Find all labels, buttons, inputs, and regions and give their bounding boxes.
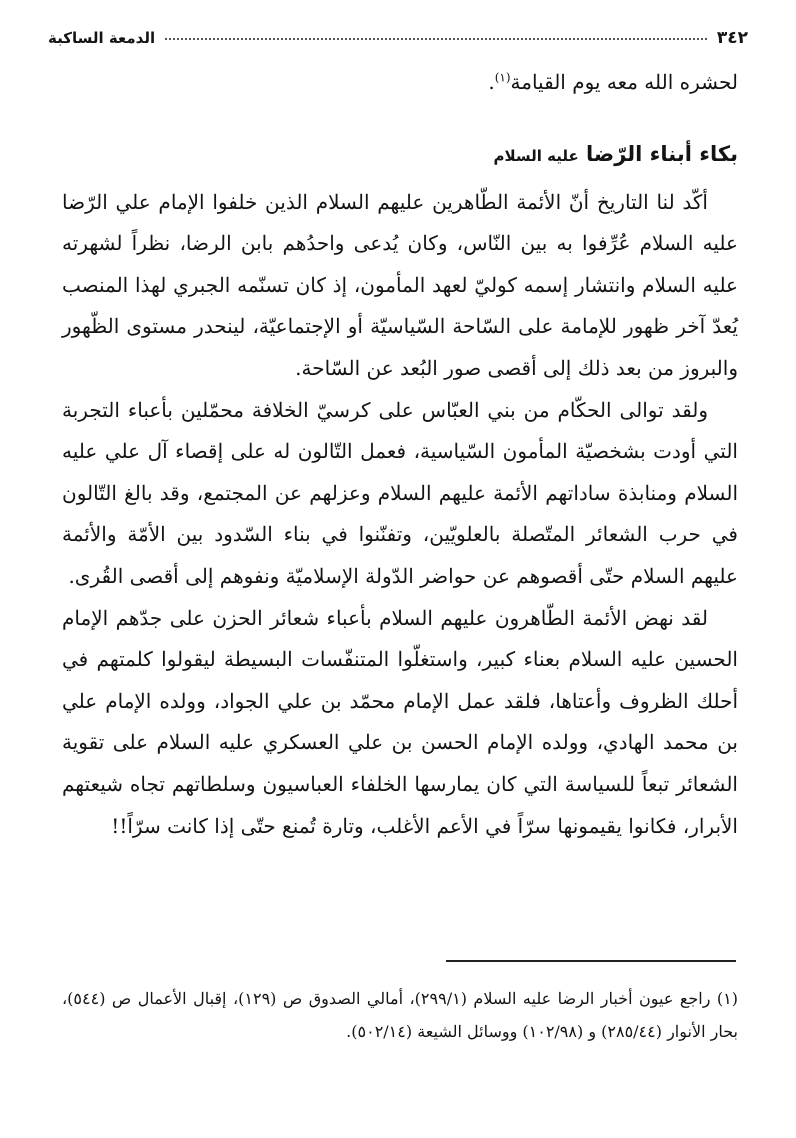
intro-text: لحشره الله معه يوم القيامة [510, 70, 738, 94]
intro-end: . [488, 70, 495, 94]
section-heading-text: بكاء أبناء الرّضا [586, 141, 738, 166]
paragraph-1: أكّد لنا التاريخ أنّ الأئمة الطّاهرين عليهم السلام الذين خلفوا الإمام علي الرّضا عليه السلام عُرِّفوا به بين النّاس، وكان يُدعى واحدُهم بابن الرضا، نظراً لشهرته عليه السلام وانتشار إسمه كوليّ لعهد المأمون، إذ كان تسنّمه الجبري لهذا المنصب يُعدّ آخر ظهور للإمامة على السّاحة السّياسيّة أو الإجتماعيّة، لينحدر مستوى الظّهور والبروز من بعد ذلك إلى أقصى صور البُعد عن السّاحة. [62, 189, 738, 380]
footnotes [62, 960, 738, 1048]
paragraph-2: ولقد توالى الحكّام من بني العبّاس على كرسيّ الخلافة محمّلين بأعباء التجربة التي أودت بشخصيّة المأمون السّياسية، فعمل التّالون له على إقصاء آل علي عليه السلام ومنابذة ساداتهم الأئمة عليهم السلام وعزلهم عن المجتمع، وقد بالغ التّالون في حرب الشعائر المتّصلة بالعلويّين، وتفنّنوا في بناء السّدود بين الأمّة والأئمة عليهم السلام حتّى أقصوهم عن حواضر الدّولة الإسلاميّة ونفوهم إلى أقصى القُرى. [62, 397, 738, 588]
footnote-1: (١) راجع عيون أخبار الرضا عليه السلام (٢٩٩/١)، أمالي الصدوق ص (١٢٩)، إقبال الأعمال ص (٥٤٤)، بحار الأنوار (٢٨٥/٤٤) و (١٠٢/٩٨) ووسائل الشيعة (٥٠٢/١٤). [62, 989, 739, 1041]
page-body [62, 62, 738, 847]
honorific-mark: عليه السلام [493, 146, 579, 165]
running-header [48, 26, 748, 50]
footnote-separator [446, 960, 736, 962]
intro-line [62, 62, 738, 104]
header-dotted-leader [165, 37, 707, 40]
section-heading [62, 132, 738, 178]
paragraph-3: لقد نهض الأئمة الطّاهرون عليهم السلام بأعباء شعائر الحزن على جدّهم الإمام الحسين عليه السلام بعناء كبير، واستغلّوا المتنفّسات البسيطة ليقولوا كلمتهم في أحلك الظروف وأعتاها، فلقد عمل الإمام محمّد بن علي الجواد، وولده الإمام علي بن محمد الهادي، وولده الإمام الحسن بن علي العسكري عليه السلام على تقوية الشعائر تبعاً للسياسة التي كان يمارسها الخلفاء العباسيون وسلطاتهم تجاه شيعتهم الأبرار، فكانوا يقيمونها سرّاً في الأعم الأغلب، وتارة تُمنع حتّى إذا كانت سرّاً!! [62, 605, 738, 838]
running-title: الدمعة الساكبة [48, 29, 156, 47]
page-number: ٣٤٢ [716, 28, 748, 48]
footnote-ref[interactable]: (١) [494, 70, 511, 85]
